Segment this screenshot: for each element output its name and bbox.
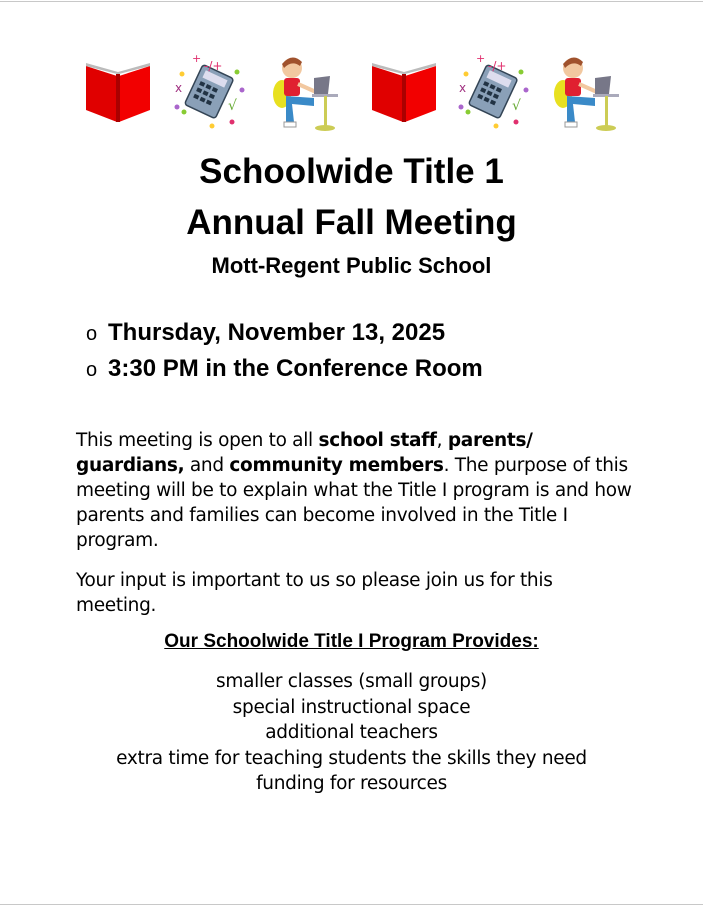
red-book-icon <box>84 52 152 124</box>
meeting-time-location <box>86 354 483 390</box>
bold-text: community members <box>229 455 444 476</box>
meeting-details <box>86 318 483 390</box>
svg-text:x: x <box>175 81 183 95</box>
meeting-date-text: Thursday, November 13, 2025 <box>108 319 446 346</box>
intro-paragraph <box>76 428 636 553</box>
list-item: additional teachers <box>265 722 438 743</box>
bullet-icon: o <box>86 323 98 345</box>
svg-text:+: + <box>192 52 202 65</box>
calculator-math-icon <box>172 52 248 132</box>
text: This meeting is open to all <box>76 430 319 451</box>
svg-text:x: x <box>459 81 467 95</box>
svg-text:+: + <box>476 52 486 65</box>
title-line-1: Schoolwide Title 1 <box>199 152 504 191</box>
list-item: extra time for teaching students the skills they need <box>116 747 587 769</box>
bullet-icon: o <box>86 359 98 381</box>
meeting-date <box>86 318 483 354</box>
text: . The purpose of this meeting will be to explain what the Title I program is and how parents and families can become involved in the Title I program. <box>76 455 632 551</box>
school-name: Mott-Regent Public School <box>211 253 492 278</box>
red-book-icon <box>370 52 438 124</box>
provides-heading <box>0 631 703 653</box>
bold-text: school staff <box>318 430 437 451</box>
student-computer-icon <box>551 52 623 132</box>
svg-text:-/+: -/+ <box>204 59 223 73</box>
provides-heading-text: Our Schoolwide Title I Program Provides: <box>164 631 539 652</box>
list-item: special instructional space <box>232 696 471 718</box>
svg-text:√: √ <box>228 98 237 114</box>
text: , <box>436 430 448 451</box>
page-bottom-border <box>0 904 703 905</box>
svg-text:-/+: -/+ <box>488 59 507 73</box>
calculator-math-icon <box>456 52 532 132</box>
provides-list <box>0 669 703 797</box>
invite-paragraph: Your input is important to us so please join us for this meeting. <box>76 570 553 616</box>
list-item: smaller classes (small groups) <box>216 671 487 692</box>
page-top-border <box>0 1 703 2</box>
title-line-2: Annual Fall Meeting <box>186 203 517 242</box>
list-item: funding for resources <box>256 773 447 794</box>
clipart-row <box>0 52 703 132</box>
svg-text:√: √ <box>512 98 521 114</box>
meeting-time-text: 3:30 PM in the Conference Room <box>108 355 483 382</box>
bold-text: parents/ guardians, <box>76 430 533 476</box>
student-computer-icon <box>270 52 342 132</box>
text: and <box>184 455 230 476</box>
